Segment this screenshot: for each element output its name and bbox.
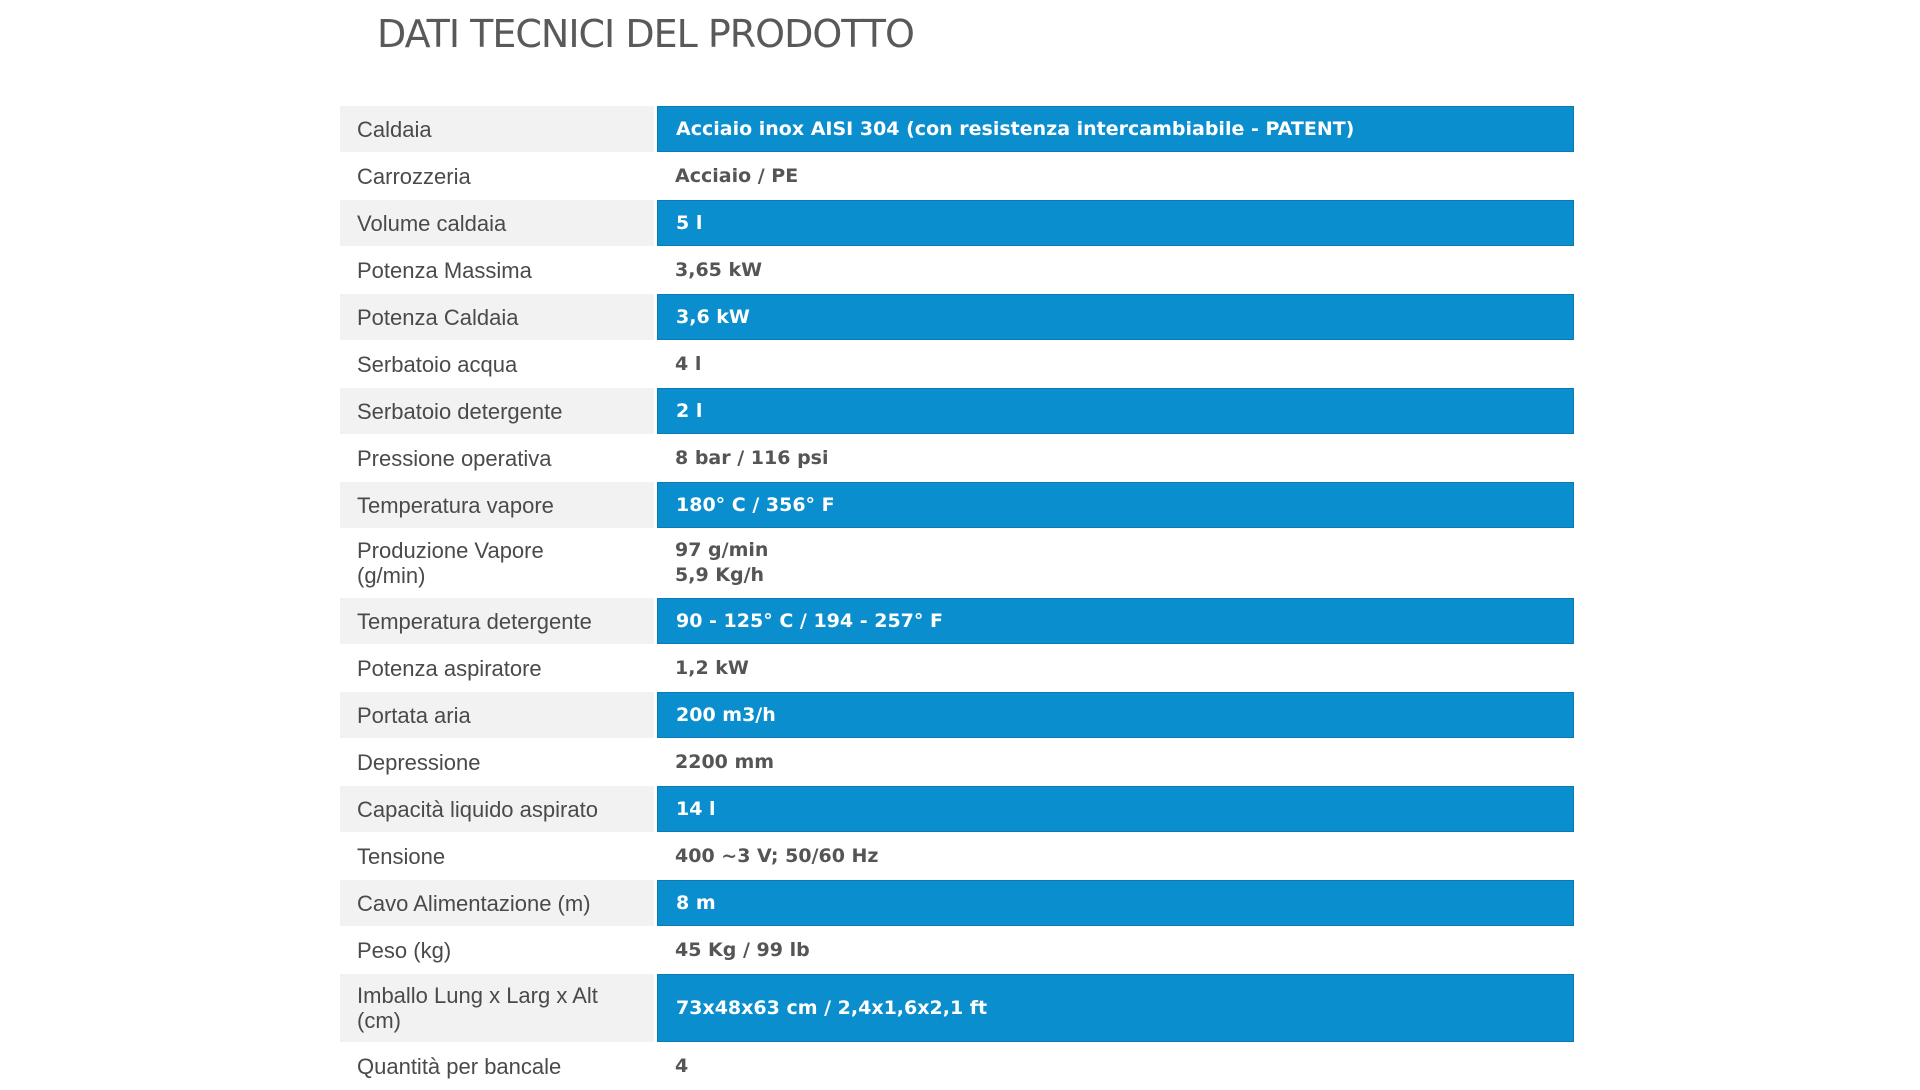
spec-label: [340, 1043, 654, 1089]
spec-value-text: 1,2 kW: [675, 656, 749, 679]
spec-label-text: (cm): [357, 1008, 401, 1033]
spec-label-text: Tensione: [357, 843, 446, 869]
spec-label: [340, 598, 654, 644]
spec-value-text: 5,9 Kg/h: [675, 564, 765, 586]
spec-row: [340, 294, 1574, 340]
spec-value-text: 180° C / 356° F: [676, 493, 835, 516]
spec-label-text: Quantità per bancale: [357, 1053, 562, 1079]
spec-label: [340, 880, 654, 926]
spec-label-text: Pressione operativa: [357, 445, 552, 471]
spec-row: [340, 645, 1574, 691]
spec-label: [340, 833, 654, 879]
page-title: DATI TECNICI DEL PRODOTTO: [377, 12, 914, 56]
spec-value: [657, 200, 1574, 246]
spec-label-text: Imballo Lung x Larg x Alt: [357, 983, 598, 1008]
spec-label: [340, 153, 654, 199]
spec-value: [657, 739, 1574, 785]
spec-label-text: Volume caldaia: [357, 210, 507, 236]
spec-label-text: Potenza Caldaia: [357, 304, 519, 330]
spec-row: [340, 200, 1574, 246]
spec-label-text: Temperatura detergente: [357, 608, 592, 634]
spec-label: [340, 529, 654, 597]
spec-label-text: Portata aria: [357, 702, 471, 728]
spec-value-text: 90 - 125° C / 194 - 257° F: [676, 609, 943, 632]
spec-row: [340, 529, 1574, 597]
spec-value-text: 45 Kg / 99 lb: [675, 938, 810, 961]
spec-label: [340, 927, 654, 973]
spec-label-text: Produzione Vapore: [357, 538, 544, 563]
spec-row: [340, 927, 1574, 973]
spec-label-text: Temperatura vapore: [357, 492, 554, 518]
spec-value-text: 3,65 kW: [675, 258, 763, 281]
spec-label: [340, 786, 654, 832]
spec-row: [340, 880, 1574, 926]
spec-label: [340, 106, 654, 152]
spec-value-text: 8 m: [676, 891, 716, 914]
spec-row: [340, 153, 1574, 199]
spec-row: [340, 247, 1574, 293]
spec-label: [340, 645, 654, 691]
spec-row: [340, 598, 1574, 644]
spec-row: [340, 435, 1574, 481]
spec-value-text: Acciaio inox AISI 304 (con resistenza intercambiabile - PATENT): [676, 117, 1355, 140]
spec-row: [340, 786, 1574, 832]
spec-row: [340, 106, 1574, 152]
spec-value: [657, 482, 1574, 528]
spec-value: [657, 598, 1574, 644]
spec-value-text: 2200 mm: [675, 750, 775, 773]
spec-label: [340, 388, 654, 434]
spec-label: [340, 341, 654, 387]
spec-row: [340, 974, 1574, 1042]
spec-value: [657, 833, 1574, 879]
spec-label-text: Cavo Alimentazione (m): [357, 890, 591, 916]
spec-label: [340, 435, 654, 481]
spec-row: [340, 388, 1574, 434]
spec-value: [657, 927, 1574, 973]
spec-label: [340, 974, 654, 1042]
spec-row: [340, 739, 1574, 785]
spec-value: [657, 974, 1574, 1042]
spec-label-text: Depressione: [357, 749, 481, 775]
spec-value: [657, 880, 1574, 926]
spec-label: [340, 739, 654, 785]
spec-value-text: 97 g/min: [675, 539, 769, 561]
spec-value-text: 4: [675, 1054, 689, 1077]
spec-label-text: Caldaia: [357, 116, 432, 142]
specs-table: [340, 106, 1574, 1090]
spec-label-text: Carrozzeria: [357, 163, 471, 189]
spec-label-text: Potenza Massima: [357, 257, 532, 283]
spec-value-text: 400 ~3 V; 50/60 Hz: [675, 844, 879, 867]
spec-value-text: 200 m3/h: [676, 703, 776, 726]
spec-row: [340, 341, 1574, 387]
spec-value: [657, 692, 1574, 738]
spec-value-text: 8 bar / 116 psi: [675, 446, 829, 469]
spec-value: [657, 645, 1574, 691]
spec-value-text: 14 l: [676, 797, 716, 820]
spec-value-text: 5 l: [676, 211, 703, 234]
spec-label-text: Capacità liquido aspirato: [357, 796, 598, 822]
spec-value: [657, 435, 1574, 481]
spec-label: [340, 692, 654, 738]
spec-value: [657, 1043, 1574, 1089]
spec-value: [657, 294, 1574, 340]
spec-value: [657, 786, 1574, 832]
spec-value-text: 4 l: [675, 352, 702, 375]
spec-label: [340, 482, 654, 528]
spec-value-text: Acciaio / PE: [675, 164, 799, 187]
spec-label: [340, 247, 654, 293]
spec-value: [657, 106, 1574, 152]
spec-label: [340, 294, 654, 340]
spec-label-text: Potenza aspiratore: [357, 655, 542, 681]
spec-value: [657, 529, 1574, 597]
spec-value: [657, 341, 1574, 387]
spec-label-text: Serbatoio acqua: [357, 351, 518, 377]
spec-row: [340, 692, 1574, 738]
spec-value: [657, 153, 1574, 199]
spec-label: [340, 200, 654, 246]
spec-row: [340, 1043, 1574, 1089]
spec-label-text: Peso (kg): [357, 937, 452, 963]
spec-value-text: 73x48x63 cm / 2,4x1,6x2,1 ft: [676, 996, 988, 1019]
spec-label-text: Serbatoio detergente: [357, 398, 563, 424]
spec-value-text: 3,6 kW: [676, 305, 750, 328]
spec-label-text: (g/min): [357, 563, 426, 588]
spec-value: [657, 388, 1574, 434]
spec-value-text: 2 l: [676, 399, 703, 422]
spec-row: [340, 482, 1574, 528]
spec-value: [657, 247, 1574, 293]
spec-row: [340, 833, 1574, 879]
